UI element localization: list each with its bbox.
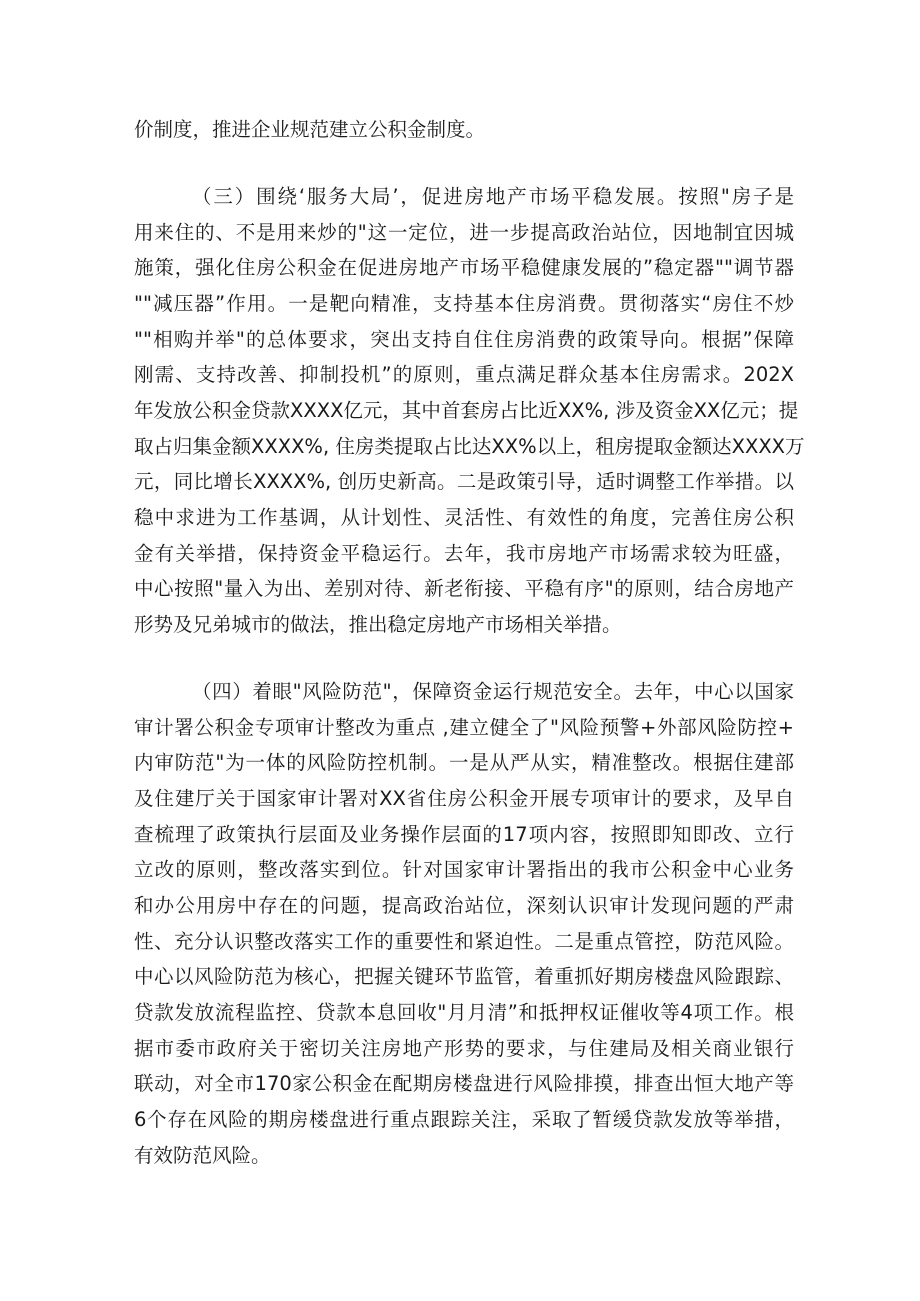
text-line: 用来住的、不是用来炒的"这一定位，进一步提高政治站位，因地制宜因城	[134, 221, 794, 244]
text-line: 元，同比增长XXXX%, 创历史新高。二是政策引导，适时调整工作举措。以	[134, 470, 794, 493]
text-line: 审计署公积金专项审计整改为重点 ,建立健全了"风险预警+外部风险防控+	[134, 716, 794, 739]
text-line: 取占归集金额XXXX%, 住房类提取占比达XX%以上，租房提取金额达XXXX万	[134, 435, 805, 458]
text-line: 联动，对全市170家公积金在配期房楼盘进行风险排摸，排查出恒大地产等	[134, 1072, 794, 1095]
text-line: 立改的原则，整改落实到位。针对国家审计署指出的我市公积金中心业务	[134, 858, 794, 881]
text-line: 施策，强化住房公积金在促进房地产市场平稳健康发展的”稳定器""调节器	[134, 256, 794, 279]
text-line: 刚需、支持改善、抑制投机”的原则，重点满足群众基本住房需求。202X	[134, 363, 794, 386]
text-line: 价制度，推进企业规范建立公积金制度。	[134, 118, 486, 141]
text-line: 查梳理了政策执行层面及业务操作层面的17项内容，按照即知即改、立行	[134, 823, 794, 846]
text-line: 年发放公积金贷款XXXX亿元，其中首套房占比近XX%, 涉及资金XX亿元；提	[134, 399, 799, 422]
text-line: 内审防范"为一体的风险防控机制。一是从严从实，精准整改。根据住建部	[134, 751, 794, 774]
text-line: 形势及兄弟城市的做法，推出稳定房地产市场相关举措。	[134, 613, 622, 636]
text-line: 金有关举措，保持资金平稳运行。去年，我市房地产市场需求较为旺盛，	[134, 542, 794, 565]
text-line: 稳中求进为工作基调，从计划性、灵活性、有效性的角度，完善住房公积	[134, 506, 794, 529]
text-line: ""减压器”作用。一是靶向精准，支持基本住房消费。贯彻落实“房住不炒	[134, 292, 794, 315]
text-line: 中心按照"量入为出、差别对待、新老衔接、平稳有序"的原则，结合房地产	[134, 577, 794, 600]
text-line: 有效防范风险。	[134, 1144, 271, 1167]
text-line: （三）围绕‘服务大局’，促进房地产市场平稳发展。按照"房子是	[192, 185, 794, 208]
text-line: 和办公用房中存在的问题，提高政治站位，深刻认识审计发现问题的严肃	[134, 894, 794, 917]
text-line: 据市委市政府关于密切关注房地产形势的要求，与住建局及相关商业银行	[134, 1037, 794, 1060]
text-line: 6个存在风险的期房楼盘进行重点跟踪关注，采取了暂缓贷款发放等举措，	[134, 1108, 794, 1131]
text-line: 及住建厅关于国家审计署对XX省住房公积金开展专项审计的要求，及早自	[134, 787, 794, 810]
text-line: ""相购并举"的总体要求，突出支持自住住房消费的政策导向。根据”保障	[134, 328, 794, 351]
text-line: 中心以风险防范为核心，把握关键环节监管，着重抓好期房楼盘风险跟踪、	[134, 965, 794, 988]
text-line: 性、充分认识整改落实工作的重要性和紧迫性。二是重点管控，防范风险。	[134, 930, 794, 953]
text-line: 贷款发放流程监控、贷款本息回收"月月清”和抵押权证催收等4项工作。根	[134, 1001, 794, 1024]
text-line: （四）着眼"风险防范"，保障资金运行规范安全。去年，中心以国家	[192, 680, 794, 703]
